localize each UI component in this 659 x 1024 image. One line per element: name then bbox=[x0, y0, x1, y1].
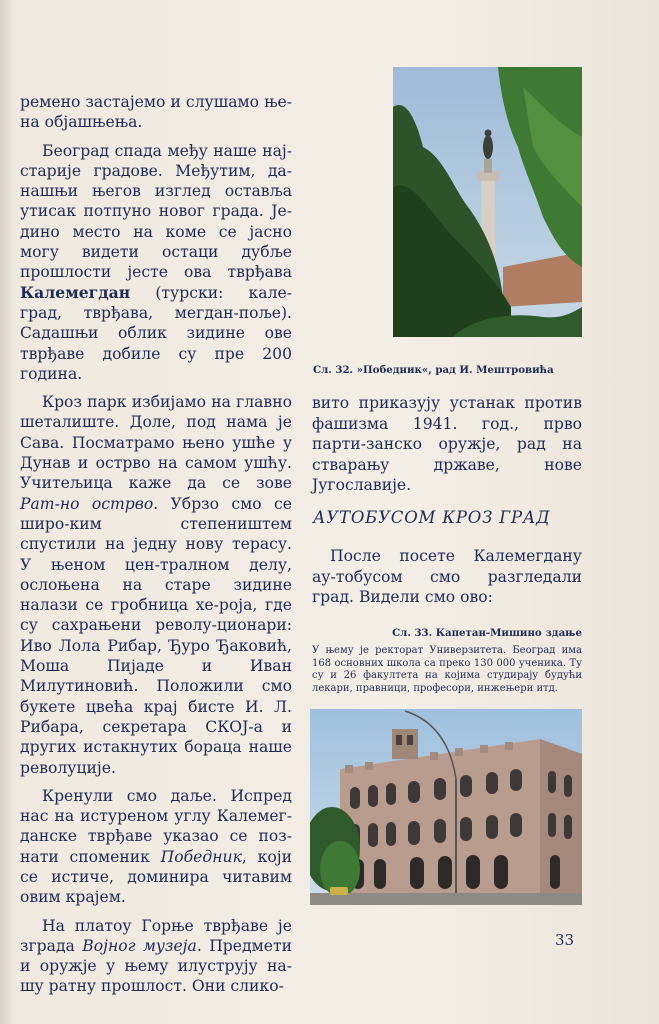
figure-33-caption: Сл. 33. Капетан-Мишино здање bbox=[392, 627, 582, 639]
figure-33-note: У њему је ректорат Универзитета. Београд има 168 основних школа са преко 130 000 ученика. Ту су и 26 факултета на којима студирају будући лекари, правници, професори, инжењери итд. bbox=[312, 645, 582, 694]
ratno-ostrvo-italic: Рат-но острво bbox=[20, 494, 154, 513]
right-paragraph-2: После посете Калемегдану ау-тобусом смо разгледали град. Видели смо ово: bbox=[312, 547, 582, 606]
paragraph-5 bbox=[20, 916, 292, 997]
pobednik-photo bbox=[393, 67, 582, 337]
pobednik-photo-svg bbox=[393, 67, 582, 337]
p3-text-a: Кроз парк избијамо на главно шеталиште. Доле, под нама је Сава. Посматрамо њено ушће у Дунав и острво на самом ушћу. Учитељица каже да се зове bbox=[20, 393, 292, 493]
p2-text-a: Београд спада међу наше нај-старије градове. Међутим, да-нашњи његов изглед оставља утисак потпуно новог града. Је-дино место на коме се јасно могу видети остаци дубље прошлости јесте ова тврђава bbox=[20, 141, 292, 282]
p5-text-a: На платоу Горње тврђаве је зграда bbox=[20, 916, 292, 955]
p4-text-a: Кренули смо даље. Испред нас на истуреном углу Калемег-данске тврђаве указао се поз-нати споменик bbox=[20, 786, 292, 866]
p4-text-b: , који се истиче, доминира читавим овим крајем. bbox=[20, 847, 292, 907]
section-heading: АУТОБУСОМ КРОЗ ГРАД bbox=[313, 508, 551, 527]
p1-text: ремено застајемо и слушамо ње-на објашњења. bbox=[20, 93, 292, 132]
paragraph-1 bbox=[20, 92, 292, 133]
right-paragraph-1: вито приказују устанак против фашизма 1941. год., прво парти-занско оружје, рад на стварању државе, нове Југославије. bbox=[312, 394, 582, 494]
paragraph-4 bbox=[20, 786, 292, 908]
kapetan-misino-photo-svg bbox=[310, 709, 582, 905]
page-number: 33 bbox=[555, 931, 575, 949]
p2-text-b: (турски: кале-град, тврђава, мегдан-поље). Садашњи облик зидине ове тврђаве добиле су пре 200 година. bbox=[20, 283, 292, 383]
kapetan-misino-photo bbox=[310, 709, 582, 905]
p5-text-b: . Предмети и оружје у њему илуструју на-шу ратну прошлост. Они слико- bbox=[20, 936, 292, 996]
figure-32-caption: Сл. 32. »Победник«, рад И. Мештровића bbox=[313, 364, 554, 376]
left-column-text bbox=[20, 92, 292, 1005]
vojni-muzej-italic: Војног музеја bbox=[82, 936, 197, 955]
pobednik-italic: Победник bbox=[160, 847, 242, 866]
paragraph-2 bbox=[20, 141, 292, 385]
right-text-block-1 bbox=[312, 393, 582, 496]
paragraph-3 bbox=[20, 392, 292, 778]
kalemegdan-bold: Калемегдан bbox=[20, 282, 131, 302]
right-text-block-2 bbox=[312, 546, 582, 608]
p3-text-b: . Убрзо смо се широ-ким степеништем спустили на једну нову терасу. У њеном цен-тралном делу, ослоњена на старе зидине налази се гробница хе-роја, где су сахрањени револу-ционари: Иво Лола Рибар, Ђуро Ђаковић, Моша Пијаде и Иван Милутиновић. Положили смо букете цвећа крај бисте И. Л. Рибара, секретара СКОЈ-а и других истакнутих бораца наше револуције. bbox=[20, 494, 292, 777]
